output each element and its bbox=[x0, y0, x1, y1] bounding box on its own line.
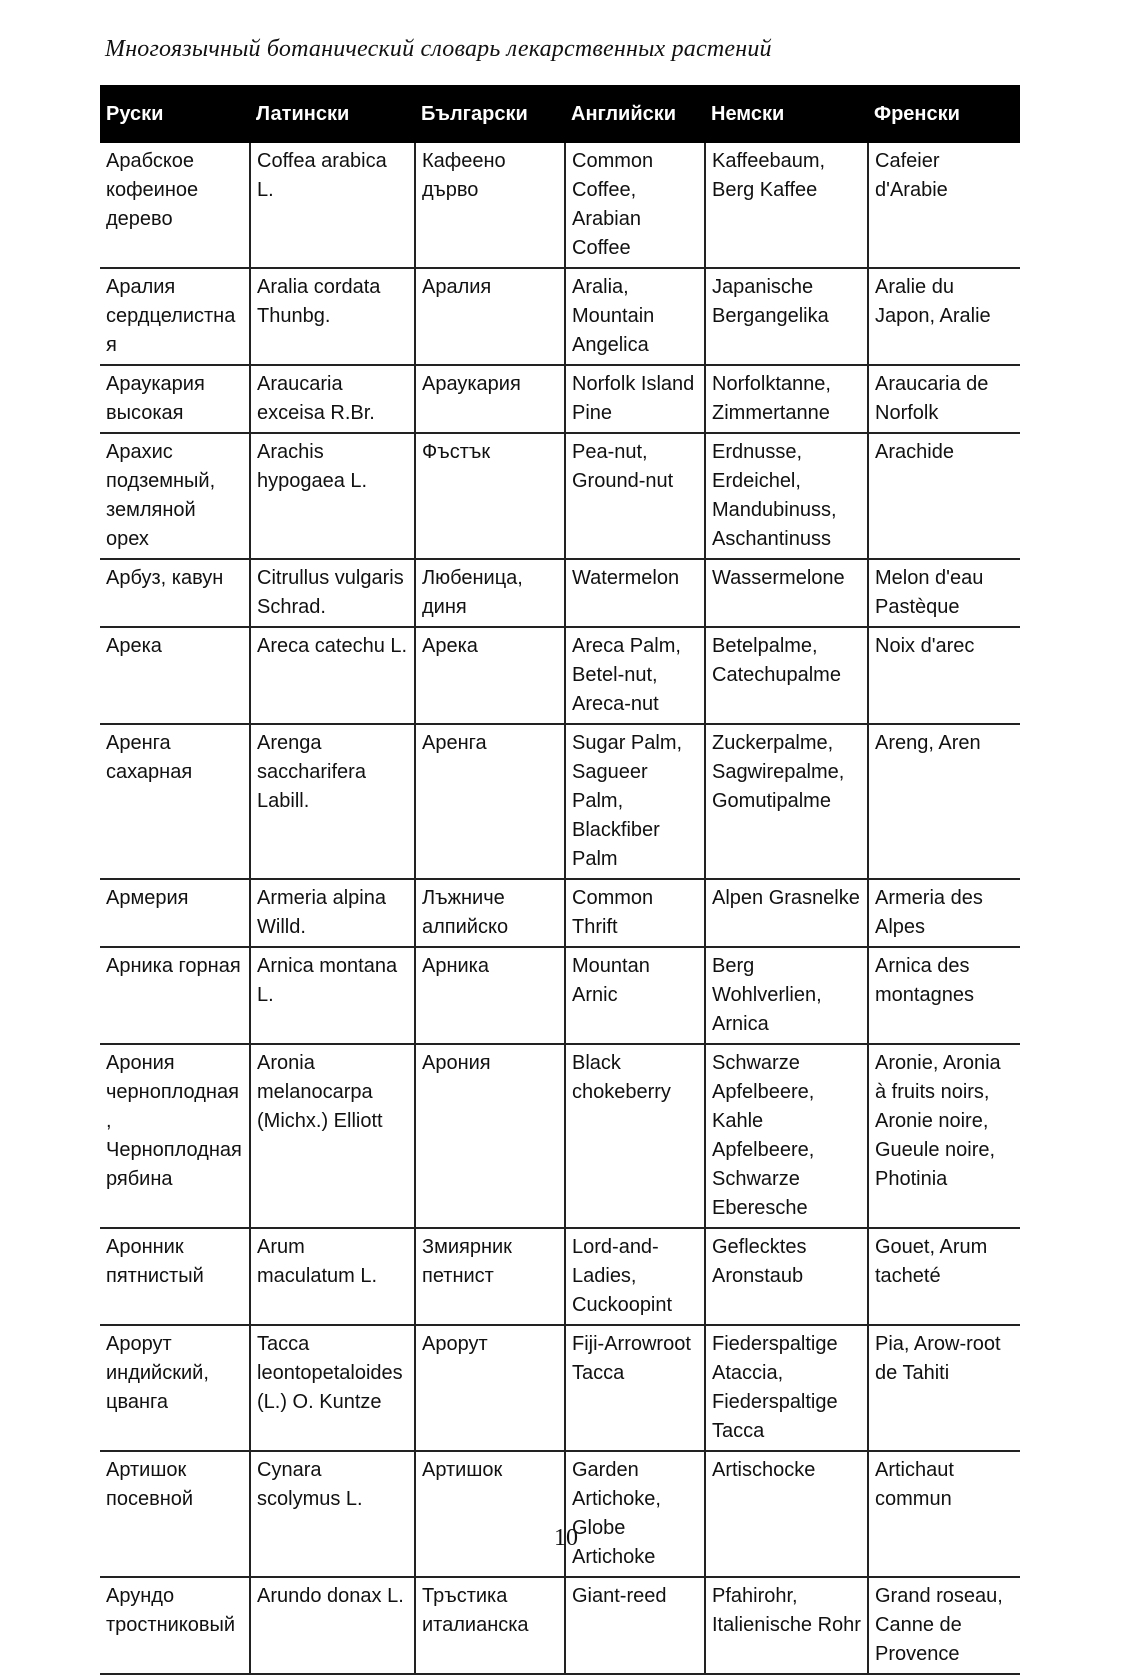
cell-french: Arachide bbox=[868, 433, 1020, 559]
cell-english: Lord-and-Ladies, Cuckoopint bbox=[565, 1228, 705, 1325]
column-header-french: Френски bbox=[868, 85, 1020, 143]
cell-french: Grand roseau, Canne de Provence bbox=[868, 1577, 1020, 1674]
cell-french: Artichaut commun bbox=[868, 1451, 1020, 1577]
cell-german: Kaffeebaum, Berg Kaffee bbox=[705, 143, 868, 268]
cell-bulgarian: Арека bbox=[415, 627, 565, 724]
column-header-bulgarian: Български bbox=[415, 85, 565, 143]
column-header-german: Немски bbox=[705, 85, 868, 143]
cell-bulgarian: Арония bbox=[415, 1044, 565, 1228]
table-row bbox=[100, 143, 1020, 268]
cell-latin: Armeria alpina Willd. bbox=[250, 879, 415, 947]
cell-french: Areng, Aren bbox=[868, 724, 1020, 879]
cell-english: Norfolk Island Pine bbox=[565, 365, 705, 433]
cell-latin: Aralia cordata Thunbg. bbox=[250, 268, 415, 365]
cell-english: Mountan Arnic bbox=[565, 947, 705, 1044]
cell-russian: Арека bbox=[100, 627, 250, 724]
cell-english: Garden Artichoke, Globe Artichoke bbox=[565, 1451, 705, 1577]
table-row bbox=[100, 268, 1020, 365]
cell-french: Pia, Arow-root de Tahiti bbox=[868, 1325, 1020, 1451]
cell-bulgarian: Аренга bbox=[415, 724, 565, 879]
cell-bulgarian: Арорут bbox=[415, 1325, 565, 1451]
cell-bulgarian: Фъстък bbox=[415, 433, 565, 559]
cell-russian: Арахис подземный, земляной орех bbox=[100, 433, 250, 559]
column-header-russian: Руски bbox=[100, 85, 250, 143]
cell-french: Armeria des Alpes bbox=[868, 879, 1020, 947]
table-row bbox=[100, 1228, 1020, 1325]
table-row bbox=[100, 1325, 1020, 1451]
cell-german: Schwarze Apfelbeere, Kahle Apfelbeere, Schwarze Eberesche bbox=[705, 1044, 868, 1228]
cell-bulgarian: Лъжниче алпийско bbox=[415, 879, 565, 947]
cell-french: Melon d'eau Pastèque bbox=[868, 559, 1020, 627]
cell-english: Pea-nut, Ground-nut bbox=[565, 433, 705, 559]
cell-russian: Арабское кофеиное дерево bbox=[100, 143, 250, 268]
cell-latin: Cynara scolymus L. bbox=[250, 1451, 415, 1577]
cell-german: Artischocke bbox=[705, 1451, 868, 1577]
cell-bulgarian: Любеница, диня bbox=[415, 559, 565, 627]
cell-german: Erdnusse, Erdeichel, Mandubinuss, Aschantinuss bbox=[705, 433, 868, 559]
cell-english: Watermelon bbox=[565, 559, 705, 627]
cell-russian: Арбуз, кавун bbox=[100, 559, 250, 627]
cell-english: Areca Palm, Betel-nut, Areca-nut bbox=[565, 627, 705, 724]
cell-russian: Аренга сахарная bbox=[100, 724, 250, 879]
cell-russian: Аралия сердцелистная bbox=[100, 268, 250, 365]
cell-french: Noix d'arec bbox=[868, 627, 1020, 724]
cell-english: Giant-reed bbox=[565, 1577, 705, 1674]
cell-bulgarian: Кафеено дърво bbox=[415, 143, 565, 268]
cell-german: Norfolktanne, Zimmertanne bbox=[705, 365, 868, 433]
cell-bulgarian: Араукария bbox=[415, 365, 565, 433]
cell-german: Pfahirohr, Italienische Rohr bbox=[705, 1577, 868, 1674]
cell-latin: Arenga saccharifera Labill. bbox=[250, 724, 415, 879]
cell-bulgarian: Тръстика италианска bbox=[415, 1577, 565, 1674]
cell-latin: Citrullus vulgaris Schrad. bbox=[250, 559, 415, 627]
cell-latin: Coffea arabica L. bbox=[250, 143, 415, 268]
cell-russian: Аронник пятнистый bbox=[100, 1228, 250, 1325]
cell-french: Aronie, Aronia à fruits noirs, Aronie noire, Gueule noire, Photinia bbox=[868, 1044, 1020, 1228]
cell-russian: Арундо тростниковый bbox=[100, 1577, 250, 1674]
cell-russian: Арника горная bbox=[100, 947, 250, 1044]
cell-german: Berg Wohlverlien, Arnica bbox=[705, 947, 868, 1044]
cell-english: Aralia, Mountain Angelica bbox=[565, 268, 705, 365]
cell-russian: Артишок посевной bbox=[100, 1451, 250, 1577]
cell-bulgarian: Арника bbox=[415, 947, 565, 1044]
cell-english: Black chokeberry bbox=[565, 1044, 705, 1228]
table-row bbox=[100, 879, 1020, 947]
table-row bbox=[100, 947, 1020, 1044]
cell-latin: Arnica montana L. bbox=[250, 947, 415, 1044]
table-row bbox=[100, 433, 1020, 559]
cell-french: Aralie du Japon, Aralie bbox=[868, 268, 1020, 365]
table-row bbox=[100, 365, 1020, 433]
table-row bbox=[100, 724, 1020, 879]
cell-latin: Aronia melanocarpa (Michx.) Elliott bbox=[250, 1044, 415, 1228]
cell-russian: Арорут индийский, цванга bbox=[100, 1325, 250, 1451]
cell-german: Wassermelone bbox=[705, 559, 868, 627]
cell-latin: Tacca leontopetaloides (L.) O. Kuntze bbox=[250, 1325, 415, 1451]
cell-bulgarian: Аралия bbox=[415, 268, 565, 365]
cell-latin: Arundo donax L. bbox=[250, 1577, 415, 1674]
table-row bbox=[100, 627, 1020, 724]
page-header: Многоязычный ботанический словарь лекарственных растений bbox=[105, 36, 772, 62]
table-header-row bbox=[100, 85, 1020, 143]
cell-french: Araucaria de Norfolk bbox=[868, 365, 1020, 433]
page-number: 10 bbox=[554, 1525, 578, 1551]
cell-french: Cafeier d'Arabie bbox=[868, 143, 1020, 268]
cell-bulgarian: Артишок bbox=[415, 1451, 565, 1577]
cell-russian: Араукария высокая bbox=[100, 365, 250, 433]
column-header-latin: Латински bbox=[250, 85, 415, 143]
cell-latin: Areca catechu L. bbox=[250, 627, 415, 724]
cell-english: Sugar Palm, Sagueer Palm, Blackfiber Palm bbox=[565, 724, 705, 879]
cell-french: Arnica des montagnes bbox=[868, 947, 1020, 1044]
table-row bbox=[100, 559, 1020, 627]
cell-russian: Армерия bbox=[100, 879, 250, 947]
cell-french: Gouet, Arum tacheté bbox=[868, 1228, 1020, 1325]
cell-bulgarian: Змиярник петнист bbox=[415, 1228, 565, 1325]
table-body bbox=[100, 143, 1020, 1674]
cell-russian: Арония черноплодная, Черноплодная рябина bbox=[100, 1044, 250, 1228]
cell-german: Alpen Grasnelke bbox=[705, 879, 868, 947]
cell-english: Fiji-Arrowroot Tacca bbox=[565, 1325, 705, 1451]
cell-english: Common Coffee, Arabian Coffee bbox=[565, 143, 705, 268]
column-header-english: Английски bbox=[565, 85, 705, 143]
cell-latin: Araucaria exceisa R.Br. bbox=[250, 365, 415, 433]
cell-german: Geflecktes Aronstaub bbox=[705, 1228, 868, 1325]
cell-german: Fiederspaltige Ataccia, Fiederspaltige Tacca bbox=[705, 1325, 868, 1451]
table-row bbox=[100, 1577, 1020, 1674]
cell-latin: Arachis hypogaea L. bbox=[250, 433, 415, 559]
cell-german: Zuckerpalme, Sagwirepalme, Gomutipalme bbox=[705, 724, 868, 879]
cell-german: Japanische Bergangelika bbox=[705, 268, 868, 365]
table-row bbox=[100, 1044, 1020, 1228]
cell-german: Betelpalme, Catechupalme bbox=[705, 627, 868, 724]
dictionary-table bbox=[100, 85, 1020, 1675]
table-row bbox=[100, 1451, 1020, 1577]
cell-latin: Arum maculatum L. bbox=[250, 1228, 415, 1325]
cell-english: Common Thrift bbox=[565, 879, 705, 947]
